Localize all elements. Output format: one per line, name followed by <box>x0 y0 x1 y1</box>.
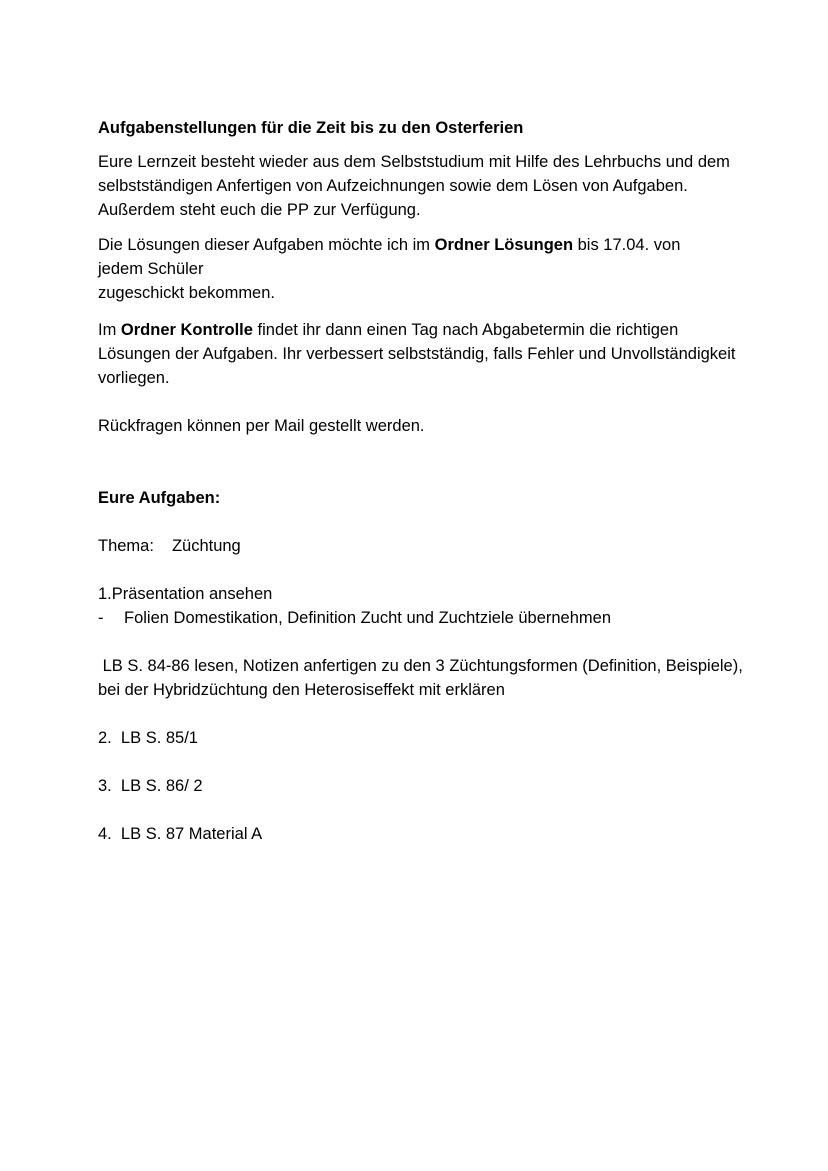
submission-text-line3: zugeschickt bekommen. <box>98 284 275 302</box>
task-1-bullet <box>98 606 748 630</box>
task-1-title: 1.Präsentation ansehen <box>98 585 273 603</box>
questions-paragraph: Rückfragen können per Mail gestellt werden. <box>98 417 425 435</box>
task-4: 4. LB S. 87 Material A <box>98 825 263 843</box>
control-text-pre: Im <box>98 321 121 339</box>
topic-value: Züchtung <box>171 537 241 555</box>
submission-text-pre: Die Lösungen dieser Aufgaben möchte ich im <box>98 236 435 254</box>
submission-text-line2: jedem Schüler <box>98 260 204 278</box>
control-paragraph <box>98 318 748 390</box>
tasks-heading: Eure Aufgaben: <box>98 489 221 507</box>
bullet-dash: - <box>98 609 104 627</box>
folder-loesungen: Ordner Lösungen <box>434 236 574 254</box>
task-3: 3. LB S. 86/ 2 <box>98 777 203 795</box>
folder-kontrolle: Ordner Kontrolle <box>120 321 253 339</box>
task-2: 2. LB S. 85/1 <box>98 729 198 747</box>
topic-label: Thema: <box>98 537 154 555</box>
document-content <box>98 116 748 846</box>
control-text-post: findet ihr dann einen Tag nach Abgabetermin die richtigen Lösungen der Aufgaben. Ihr verbessert selbstständig, falls Fehler und Unvollständigkeit vorliegen. <box>98 321 736 387</box>
topic-line <box>98 534 748 558</box>
submission-text-post: bis 17.04. von <box>573 236 681 254</box>
task-1-bullet-text: Folien Domestikation, Definition Zucht und Zuchtziele übernehmen <box>124 609 612 627</box>
submission-paragraph <box>98 233 748 305</box>
intro-paragraph: Eure Lernzeit besteht wieder aus dem Selbststudium mit Hilfe des Lehrbuchs und dem selbstständigen Anfertigen von Aufzeichnungen sowie dem Lösen von Aufgaben. Außerdem steht euch die PP zur Verfügung. <box>98 153 730 219</box>
document-heading: Aufgabenstellungen für die Zeit bis zu den Osterferien <box>98 119 524 137</box>
task-1-reading: LB S. 84-86 lesen, Notizen anfertigen zu den 3 Züchtungsformen (Definition, Beispiele), bei der Hybridzüchtung den Heterosiseffekt mit erklären <box>98 657 748 699</box>
